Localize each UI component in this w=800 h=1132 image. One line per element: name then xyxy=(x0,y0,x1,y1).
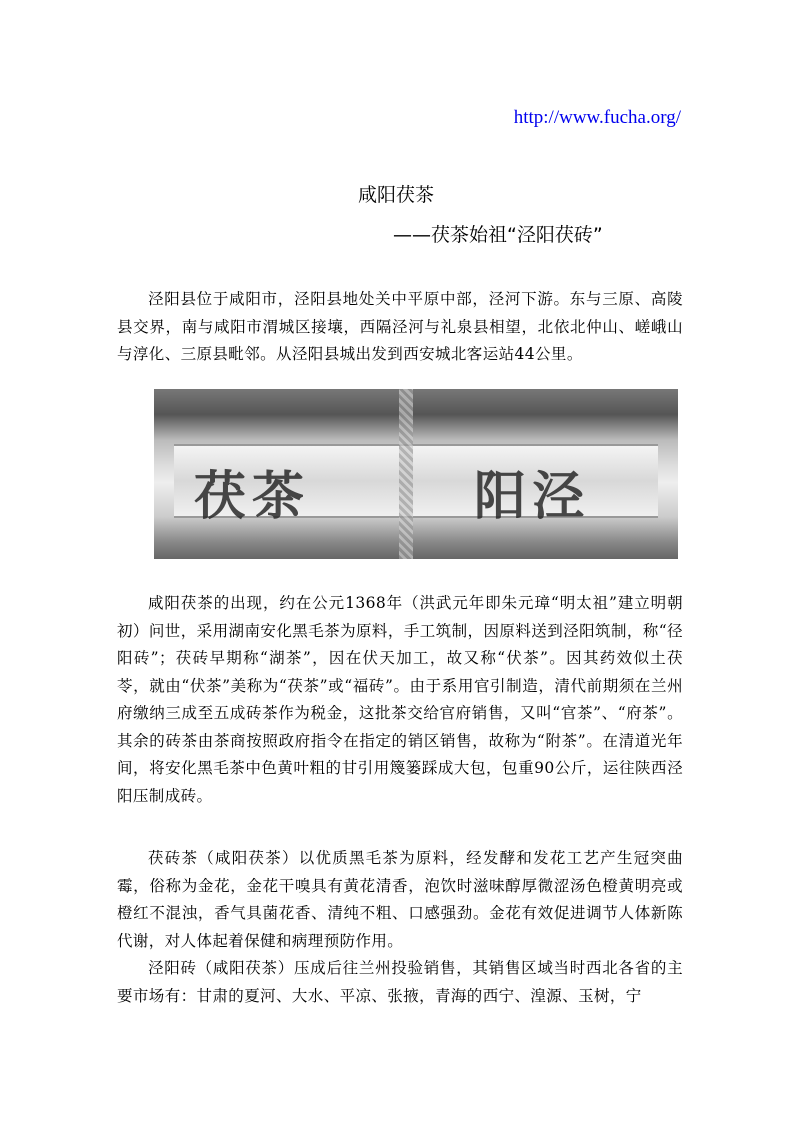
photo-characters-left: 茯茶 xyxy=(194,467,311,527)
paragraph-history: 咸阳茯茶的出现，约在公元1368年（洪武元年即朱元璋“明太祖”建立明朝初）问世，采用湖南安化黑毛茶为原料，手工筑制，因原料送到泾阳筑制，称“径阳砖”；茯砖早期称“湖茶”，因在伏天加工，故又称“伏茶”。因其药效似土茯苓，就由“伏茶”美称为“茯茶”或“福砖”。由于系用官引制造，清代前期须在兰州府缴纳三成至五成砖茶作为税金，这批茶交给官府销售，又叫“官茶”、“府茶”。其余的砖茶由茶商按照政府指令在指定的销区销售，故称为“附茶”。在清道光年间，将安化黑毛茶中色黄叶粗的甘引用篾篓踩成大包，包重90公斤，运往陕西泾阳压制成砖。 xyxy=(117,594,683,805)
document-title: 咸阳茯茶 xyxy=(358,184,435,206)
photo-characters-right: 阳泾 xyxy=(474,467,591,527)
paragraph-golden-flower: 茯砖茶（咸阳茯茶）以优质黑毛茶为原料，经发酵和发花工艺产生冠突曲霉，俗称为金花，金花干嗅具有黄花清香，泡饮时滋味醇厚微涩汤色橙黄明亮或橙红不混浊，香气具菌花香、清纯不粗、口感强劲。金花有效促进调节人体新陈代谢，对人体起着保健和病理预防作用。 xyxy=(117,849,683,950)
paragraph-sales-region: 泾阳砖（咸阳茯茶）压成后往兰州投验销售，其销售区域当时西北各省的主要市场有：甘肃的夏河、大水、平凉、张掖，青海的西宁、湟源、玉树，宁 xyxy=(117,959,683,1005)
tea-brick-photo xyxy=(154,389,678,559)
photo-string xyxy=(399,389,413,559)
document-subtitle: ——茯茶始祖“泾阳茯砖” xyxy=(393,224,603,246)
paragraph-intro: 泾阳县位于咸阳市，泾阳县地处关中平原中部，泾河下游。东与三原、高陵县交界，南与咸阳市渭城区接壤，西隔泾河与礼泉县相望，北依北仲山、嵯峨山与淳化、三原县毗邻。从泾阳县城出发到西安城北客运站44公里。 xyxy=(117,290,683,363)
source-url-link[interactable]: http://www.fucha.org/ xyxy=(513,107,681,128)
